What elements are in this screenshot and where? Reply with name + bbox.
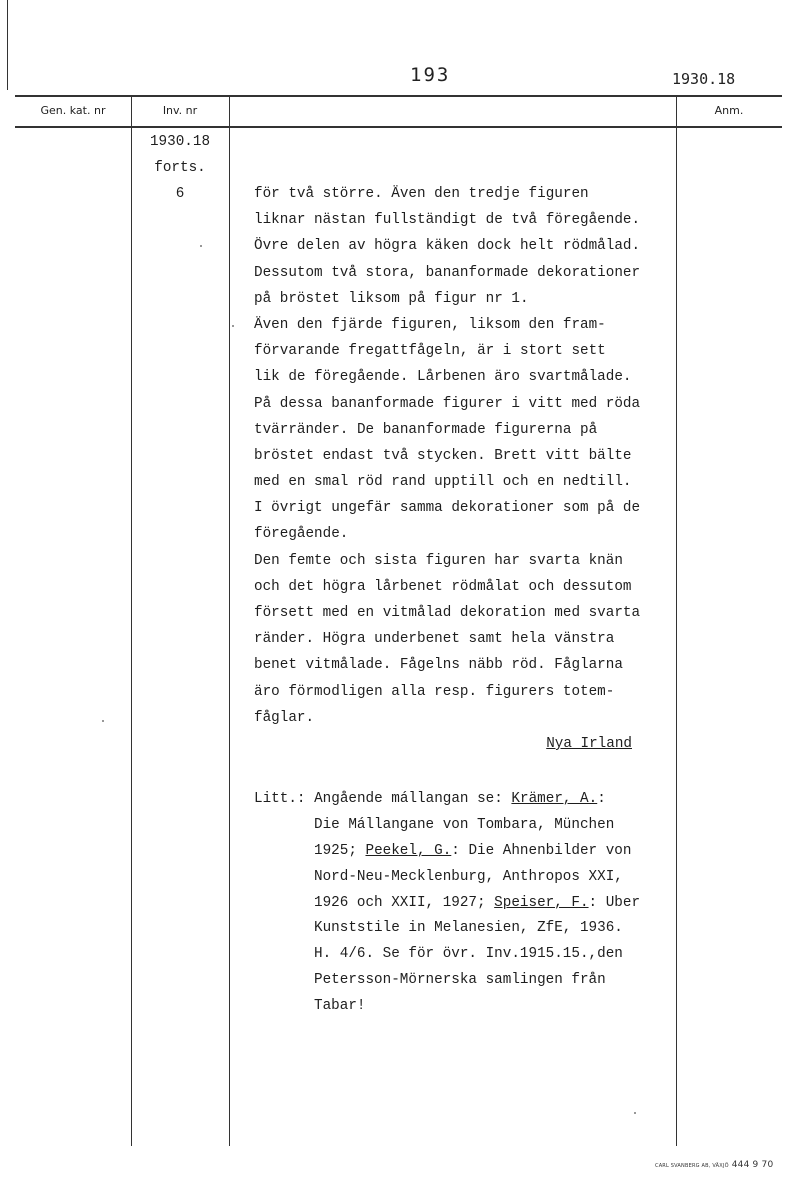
text-line: tvärränder. De bananformade figurerna på: [254, 421, 598, 438]
column-divider-1: [131, 96, 132, 1146]
column-divider-3: [676, 96, 677, 1146]
text-line: Den femte och sista figuren har svarta knän: [254, 552, 623, 569]
text-line: bröstet endast två stycken. Brett vitt bälte: [254, 447, 632, 464]
text-line: fåglar.: [254, 709, 315, 726]
sheet-number: 6: [175, 186, 185, 202]
text-line: I övrigt ungefär samma dekorationer som på de: [254, 500, 641, 517]
inventory-number-cell: [131, 129, 229, 207]
continued-label: forts.: [154, 160, 206, 176]
printer-imprint: CARL SVANBERG AB, VÄXJÖ 444 9 70: [655, 1160, 774, 1170]
text-line: för två större. Även den tredje figuren: [254, 186, 589, 202]
text-line: på bröstet liksom på figur nr 1.: [254, 290, 529, 307]
text-line: lik de föregående. Lårbenen äro svartmålade.: [254, 369, 632, 386]
text-line: Dessutom två stora, bananformade dekorationer: [254, 264, 641, 281]
description-text: [254, 181, 674, 757]
text-line: Även den fjärde figuren, liksom den fram-: [254, 316, 606, 333]
literature-line: 1925; Peekel, G.: Die Ahnenbilder von: [314, 842, 632, 859]
text-line: benet vitmålade. Fågelns näbb röd. Fåglarna: [254, 657, 623, 674]
literature-line: Tabar!: [314, 998, 366, 1015]
text-line: försett med en vitmålad dekoration med svarta: [254, 605, 641, 621]
author-kramer: Krämer, A.: [511, 791, 598, 807]
inventory-reference: 1930.18: [672, 70, 736, 88]
text-line: med en smal röd rand upptill och en nedtill.: [254, 474, 632, 491]
form-number: 444 9 70: [731, 1160, 774, 1170]
literature-line: 1926 och XXII, 1927; Speiser, F.: Uber: [314, 894, 641, 911]
literature-line: Petersson-Mörnerska samlingen från: [314, 972, 606, 989]
literature-line: H. 4/6. Se för övr. Inv.1915.15.,den: [314, 946, 623, 963]
scan-speck: [634, 1112, 636, 1114]
text-line: och det högra lårbenet rödmålat och dessutom: [254, 578, 632, 595]
inv-number: 1930.18: [149, 134, 211, 150]
author-peekel: Peekel, G.: [365, 842, 452, 859]
literature-label: Litt.:: [254, 791, 306, 807]
literature-line: Nord-Neu-Mecklenburg, Anthropos XXI,: [314, 868, 623, 885]
column-header-gen-kat-nr: Gen. kat. nr: [40, 104, 106, 117]
scan-speck: [102, 720, 104, 722]
text-line: Övre delen av högra käken dock helt rödmålad.: [254, 238, 641, 255]
literature-line: Die Mállangane von Tombara, München: [314, 816, 615, 833]
column-header-anm: Anm.: [714, 104, 744, 117]
scan-speck: [200, 245, 202, 247]
author-speiser: Speiser, F.: [494, 894, 589, 911]
scan-speck: [232, 325, 234, 327]
page-number: 193: [410, 64, 451, 86]
text-line: ränder. Högra underbenet samt hela vänstra: [254, 631, 615, 648]
text-line: förvarande fregattfågeln, är i stort sett: [254, 343, 606, 360]
text-line: På dessa bananformade figurer i vitt med röda: [254, 395, 641, 412]
place-of-origin: Nya Irland: [546, 735, 632, 752]
literature-line: Kunststile in Melanesien, ZfE, 1936.: [314, 920, 623, 937]
text-line: äro förmodligen alla resp. figurers totem-: [254, 683, 615, 700]
literature-line: Litt.: Angående mállangan se: Krämer, A.:: [254, 791, 606, 807]
literature-references: [254, 787, 674, 1020]
left-edge-line: [7, 0, 8, 90]
text-line: liknar nästan fullständigt de två föregående.: [254, 212, 641, 229]
column-header-inv-nr: Inv. nr: [162, 104, 198, 117]
column-divider-2: [229, 96, 230, 1146]
text-line: föregående.: [254, 526, 349, 543]
